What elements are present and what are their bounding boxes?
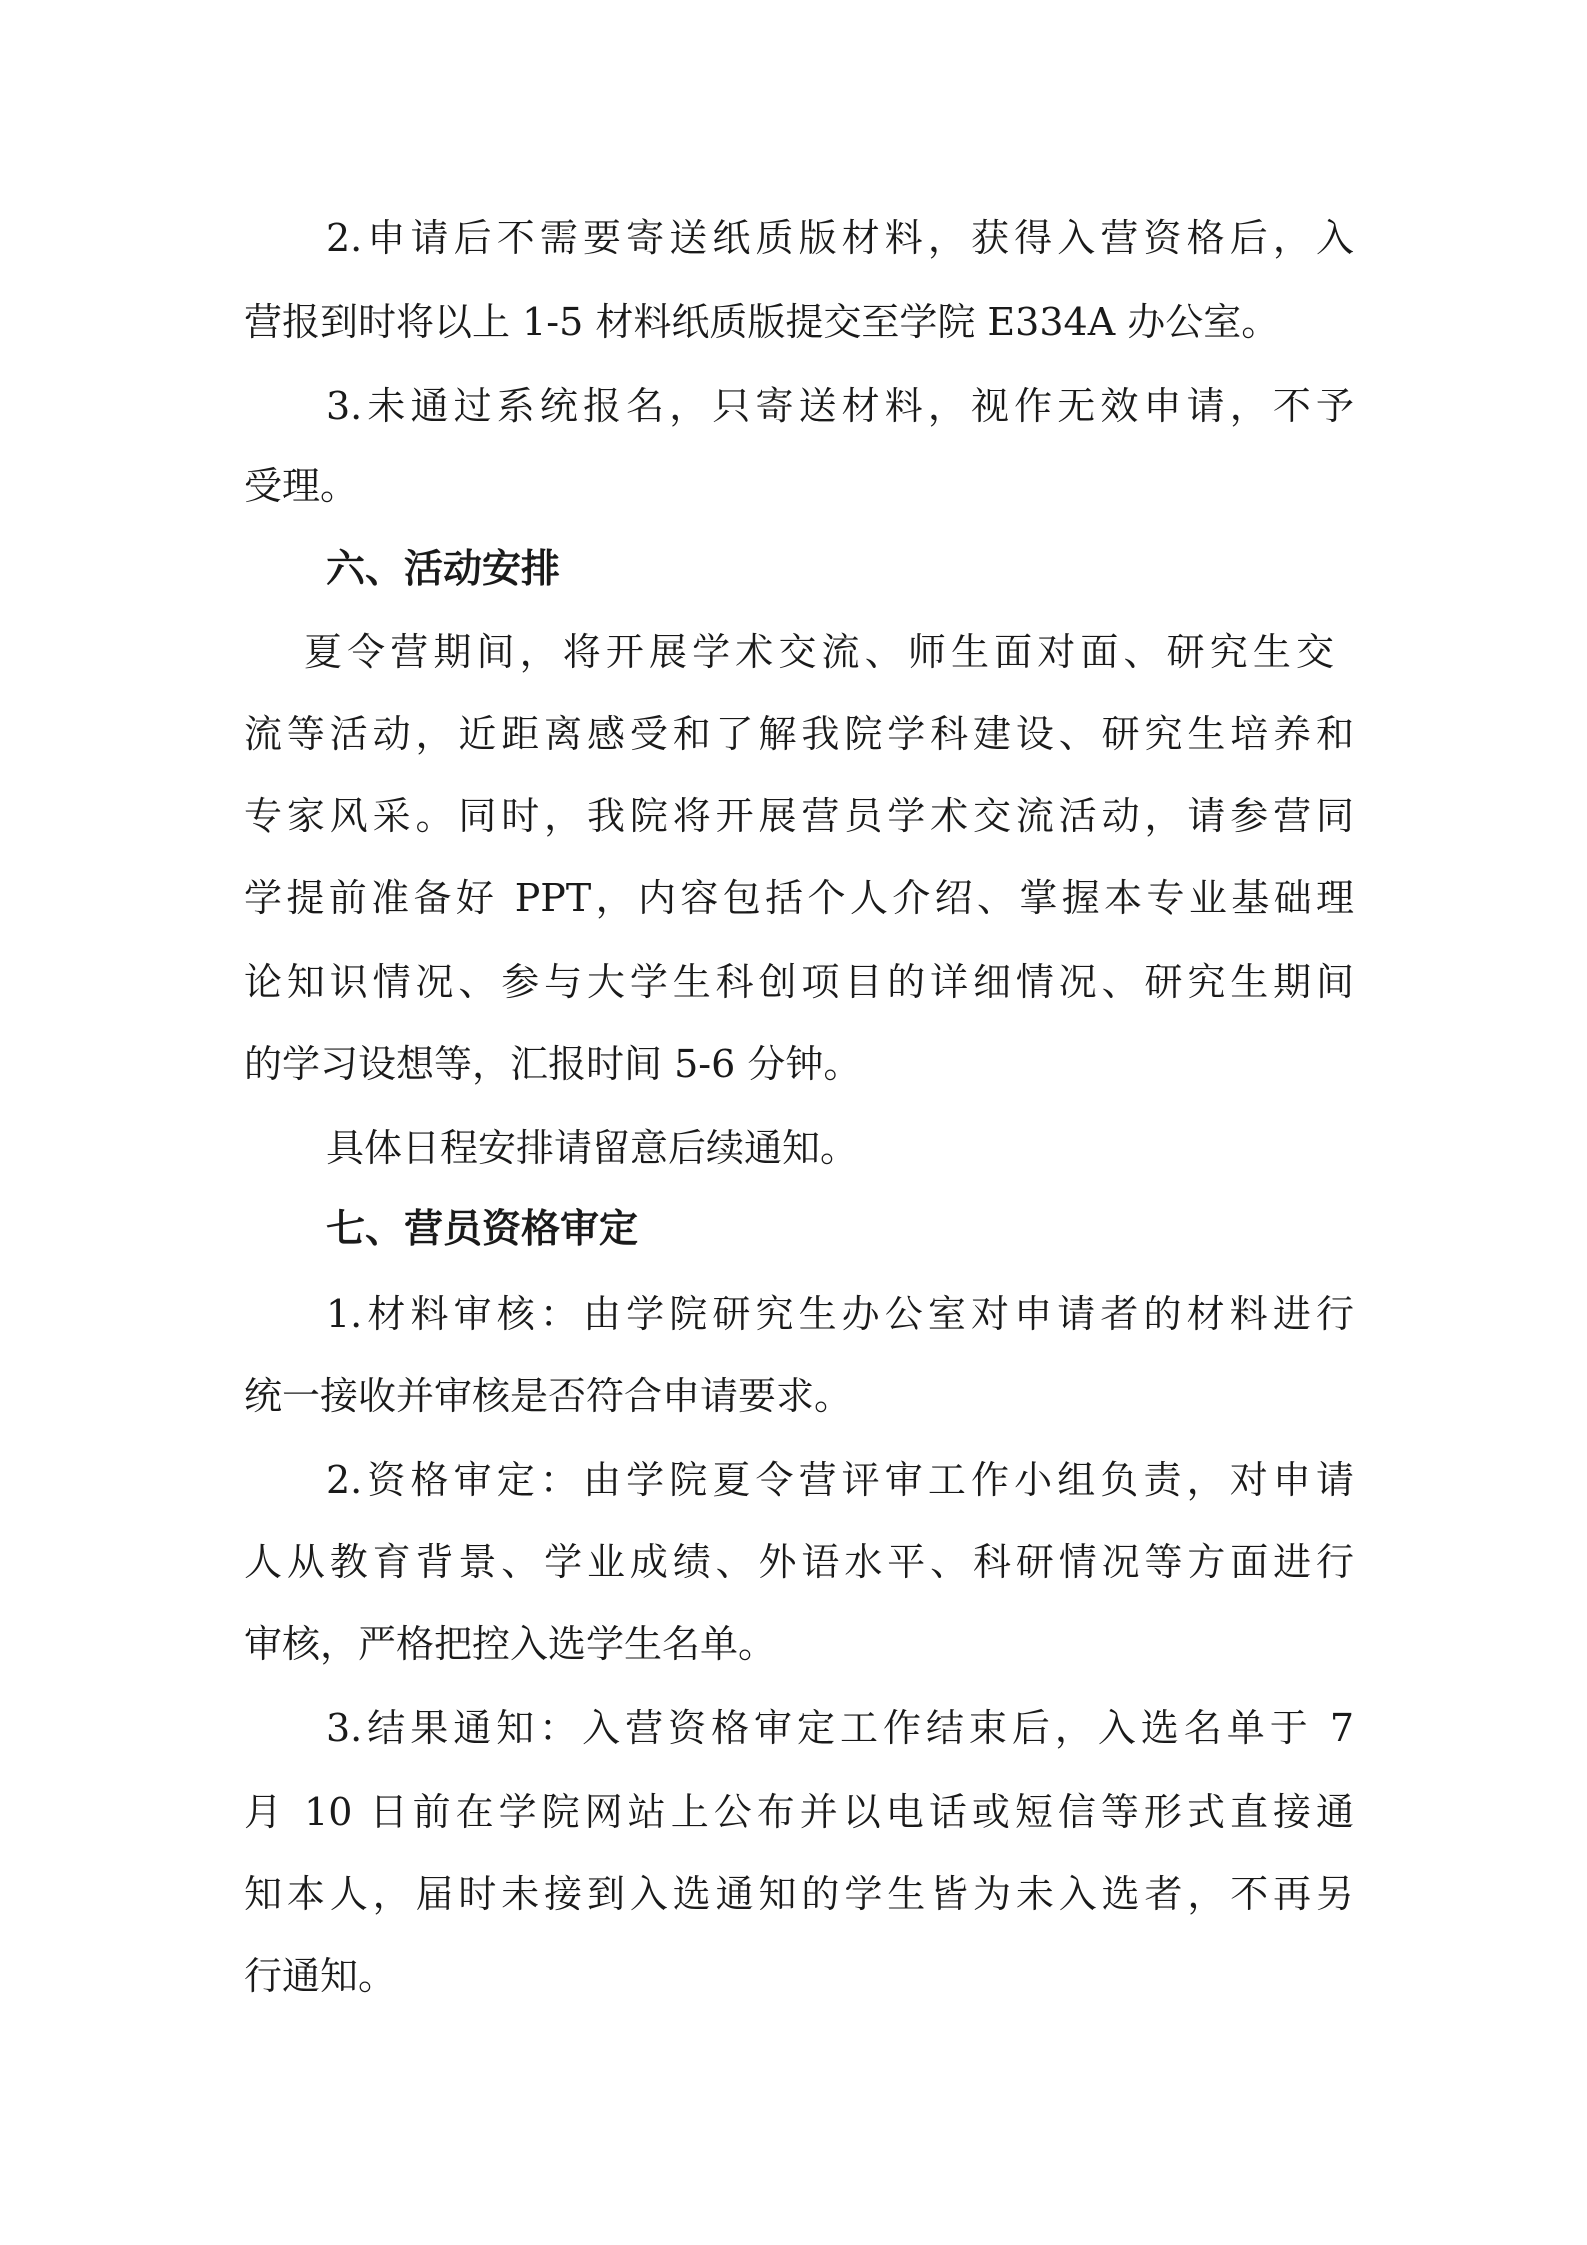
- paragraph-line: 人从教育背景、学业成绩、外语水平、科研情况等方面进行: [244, 1540, 1354, 1584]
- paragraph-line: 2.申请后不需要寄送纸质版材料，获得入营资格后，入: [326, 216, 1354, 260]
- section-heading: 七、营员资格审定: [326, 1207, 639, 1252]
- paragraph-line: 1.材料审核：由学院研究生办公室对申请者的材料进行: [326, 1292, 1354, 1336]
- paragraph-line: 具体日程安排请留意后续通知。: [326, 1126, 859, 1170]
- paragraph-line: 3.未通过系统报名，只寄送材料，视作无效申请，不予: [326, 384, 1354, 428]
- paragraph-line: 统一接收并审核是否符合申请要求。: [244, 1374, 853, 1418]
- paragraph-line: 的学习设想等，汇报时间 5-6 分钟。: [244, 1042, 862, 1086]
- paragraph-line: 知本人，届时未接到入选通知的学生皆为未入选者，不再另: [244, 1872, 1354, 1916]
- paragraph-line: 营报到时将以上 1-5 材料纸质版提交至学院 E334A 办公室。: [244, 300, 1280, 344]
- paragraph-line: 审核，严格把控入选学生名单。: [244, 1622, 777, 1666]
- paragraph-line: 月 10 日前在学院网站上公布并以电话或短信等形式直接通: [244, 1790, 1354, 1834]
- paragraph-line: 2.资格审定：由学院夏令营评审工作小组负责，对申请: [326, 1458, 1354, 1502]
- paragraph-line: 夏令营期间，将开展学术交流、师生面对面、研究生交: [304, 630, 1334, 674]
- paragraph-line: 论知识情况、参与大学生科创项目的详细情况、研究生期间: [244, 960, 1354, 1004]
- paragraph-line: 行通知。: [244, 1954, 397, 1998]
- paragraph-line: 流等活动，近距离感受和了解我院学科建设、研究生培养和: [244, 712, 1354, 756]
- paragraph-line: 3.结果通知：入营资格审定工作结束后，入选名单于 7: [326, 1706, 1354, 1750]
- paragraph-line: 学提前准备好 PPT，内容包括个人介绍、掌握本专业基础理: [244, 876, 1354, 920]
- paragraph-line: 专家风采。同时，我院将开展营员学术交流活动，请参营同: [244, 794, 1354, 838]
- section-heading: 六、活动安排: [326, 547, 561, 592]
- paragraph-line: 受理。: [244, 464, 359, 508]
